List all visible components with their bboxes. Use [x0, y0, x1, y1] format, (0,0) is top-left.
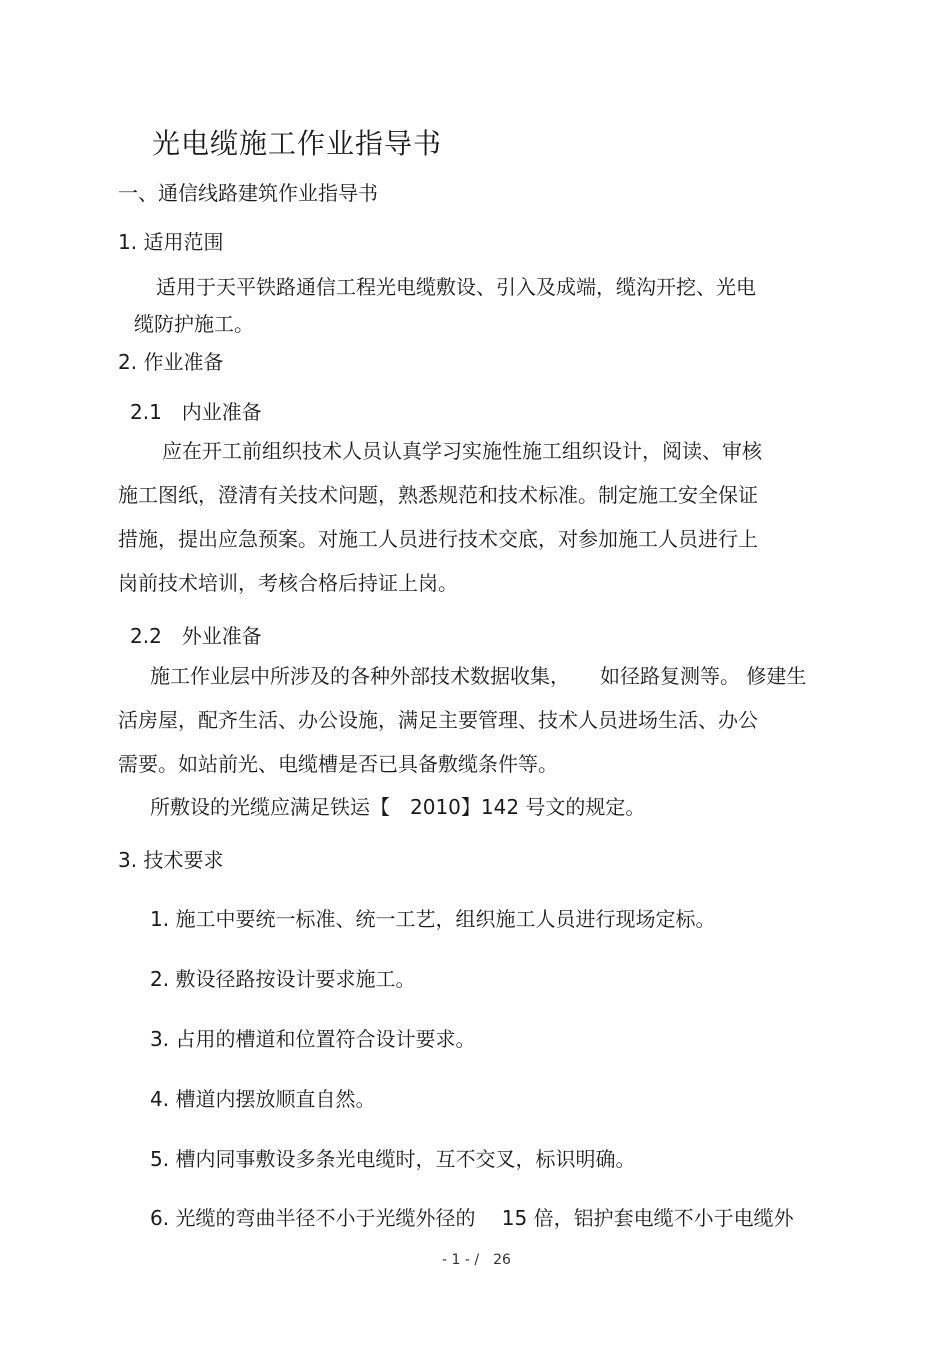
subsection-heading: 2.2 外业准备 [130, 624, 262, 648]
list-item: 6. 光缆的弯曲半径不小于光缆外径的 15 倍，铝护套电缆不小于电缆外 [150, 1206, 794, 1230]
paragraph-line: 施工图纸，澄清有关技术问题，熟悉规范和技术标准。制定施工安全保证 [118, 483, 758, 507]
subsection-heading: 2.1 内业准备 [130, 400, 262, 424]
list-item: 1. 施工中要统一标准、统一工艺，组织施工人员进行现场定标。 [150, 907, 716, 931]
paragraph-line: 活房屋，配齐生活、办公设施，满足主要管理、技术人员进场生活、办公 [118, 708, 758, 732]
subsection-heading: 1. 适用范围 [118, 230, 224, 254]
paragraph-line: 适用于天平铁路通信工程光电缆敷设、引入及成端，缆沟开挖、光电 [156, 275, 756, 299]
paragraph-line: 施工作业层中所涉及的各种外部技术数据收集， 如径路复测等。 修建生 [150, 664, 807, 688]
subsection-heading: 2. 作业准备 [118, 350, 224, 374]
page-number: - 1 - / 26 [442, 1252, 511, 1268]
paragraph-line: 所敷设的光缆应满足铁运【 2010】142 号文的规定。 [150, 795, 646, 819]
list-item: 3. 占用的槽道和位置符合设计要求。 [150, 1027, 476, 1051]
subsection-heading: 3. 技术要求 [118, 848, 224, 872]
paragraph-line: 需要。如站前光、电缆槽是否已具备敷缆条件等。 [118, 752, 558, 776]
paragraph-line: 应在开工前组织技术人员认真学习实施性施工组织设计，阅读、审核 [162, 439, 762, 463]
list-item: 4. 槽道内摆放顺直自然。 [150, 1087, 376, 1111]
section-heading: 一、通信线路建筑作业指导书 [118, 181, 378, 205]
list-item: 5. 槽内同事敷设多条光电缆时，互不交叉，标识明确。 [150, 1147, 636, 1171]
paragraph-line: 岗前技术培训，考核合格后持证上岗。 [118, 571, 458, 595]
list-item: 2. 敷设径路按设计要求施工。 [150, 967, 416, 991]
paragraph-line: 措施，提出应急预案。对施工人员进行技术交底，对参加施工人员进行上 [118, 527, 758, 551]
paragraph-line: 缆防护施工。 [134, 312, 254, 336]
document-title: 光电缆施工作业指导书 [152, 127, 443, 160]
